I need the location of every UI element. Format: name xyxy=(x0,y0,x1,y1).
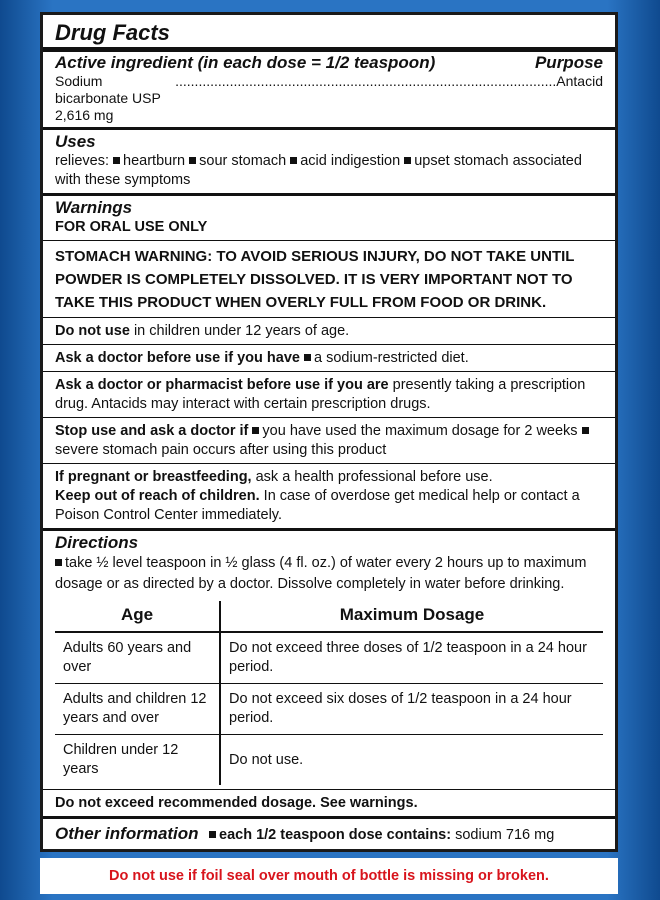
divider xyxy=(43,127,615,130)
use-item: acid indigestion xyxy=(300,153,401,169)
active-ingredient-heading: Active ingredient (in each dose = 1/2 teaspoon) xyxy=(55,53,436,72)
table-row xyxy=(55,735,603,786)
keep-out-label: Keep out of reach of children. xyxy=(55,488,260,504)
bullet-icon xyxy=(189,157,196,164)
use-item: sour stomach xyxy=(199,153,287,169)
ask-doctor-warning xyxy=(55,345,603,371)
table-row xyxy=(55,632,603,684)
bullet-icon xyxy=(209,831,216,838)
ask-doctor-label: Ask a doctor before use if you have xyxy=(55,350,300,366)
age-cell: Adults and children 12 years and over xyxy=(55,684,220,735)
drug-facts-panel xyxy=(40,12,618,852)
warnings-heading: Warnings xyxy=(55,198,133,217)
do-not-use-label: Do not use xyxy=(55,323,130,339)
stomach-warning: STOMACH WARNING: TO AVOID SERIOUS INJURY, DO NOT TAKE UNTIL POWDER IS COMPLETELY DISSOLVED. IT IS VERY IMPORTANT NOT TO TAKE THIS PRODUCT WHEN OVERLY FULL FROM FOOD OR DRINK. xyxy=(55,248,575,311)
active-ingredient-header xyxy=(55,52,603,73)
dosage-note: Do not exceed recommended dosage. See warnings. xyxy=(55,795,418,811)
other-info-label: each 1/2 teaspoon dose contains: xyxy=(219,827,452,843)
use-item: heartburn xyxy=(123,153,186,169)
pregnancy-label: If pregnant or breastfeeding, xyxy=(55,469,252,485)
stop-use-item: severe stomach pain occurs after using this product xyxy=(55,442,387,458)
table-header-row xyxy=(55,601,603,632)
other-info-heading: Other information xyxy=(55,824,199,843)
dosage-cell: Do not use. xyxy=(220,735,603,786)
dosage-cell: Do not exceed six doses of 1/2 teaspoon in a 24 hour period. xyxy=(220,684,603,735)
ingredient-purpose: Antacid xyxy=(556,73,603,89)
use-item: upset stomach xyxy=(414,153,509,169)
bullet-icon xyxy=(404,157,411,164)
dot-leader: .................................................................................................. xyxy=(175,73,557,89)
col-dosage-header: Maximum Dosage xyxy=(220,601,603,632)
pregnancy-text: ask a health professional before use. xyxy=(251,469,493,485)
bullet-icon xyxy=(304,354,311,361)
bullet-icon xyxy=(55,559,62,566)
age-cell: Adults 60 years and over xyxy=(55,632,220,684)
uses-text xyxy=(55,152,603,193)
bullet-icon xyxy=(252,427,259,434)
stop-use-label: Stop use and ask a doctor if xyxy=(55,423,249,439)
ask-pharmacist-label: Ask a doctor or pharmacist before use if you are xyxy=(55,377,389,393)
uses-lead: relieves: xyxy=(55,153,109,169)
drug-facts-title: Drug Facts xyxy=(55,20,170,45)
stop-use-warning xyxy=(55,418,603,463)
uses-heading: Uses xyxy=(55,132,96,151)
bullet-icon xyxy=(113,157,120,164)
keep-out-text: In case of overdose get medical help or contact a Poison Control Center immediately. xyxy=(55,488,580,523)
divider xyxy=(43,528,615,531)
pregnancy-warning xyxy=(55,464,603,528)
uses-tail: associated with these symptoms xyxy=(55,153,582,188)
ingredient-name: Sodium bicarbonate USP 2,616 mg xyxy=(55,73,161,123)
bullet-icon xyxy=(582,427,589,434)
table-row xyxy=(55,684,603,735)
dosage-table xyxy=(55,601,603,785)
age-cell: Children under 12 years xyxy=(55,735,220,786)
active-ingredient-row xyxy=(55,73,603,124)
dosage-cell: Do not exceed three doses of 1/2 teaspoon in a 24 hour period. xyxy=(220,632,603,684)
ask-doctor-text: a sodium-restricted diet. xyxy=(314,350,469,366)
directions-text xyxy=(55,553,603,595)
ask-pharmacist-warning xyxy=(55,372,603,417)
oral-use-warning: FOR ORAL USE ONLY xyxy=(55,219,208,235)
other-info-text: sodium 716 mg xyxy=(451,827,555,843)
other-information xyxy=(55,819,603,849)
bullet-icon xyxy=(290,157,297,164)
purpose-heading: Purpose xyxy=(534,53,603,72)
directions-body: take ½ level teaspoon in ½ glass (4 fl. oz.) of water every 2 hours up to maximum dosage or as directed by a doctor. Dissolve completely in water before drinking. xyxy=(55,555,587,592)
do-not-use-warning xyxy=(55,318,603,344)
do-not-use-text: in children under 12 years of age. xyxy=(129,323,350,339)
col-age-header: Age xyxy=(55,601,220,632)
directions-heading: Directions xyxy=(55,533,139,552)
ask-pharmacist-text: presently taking a prescription drug. Antacids may interact with certain prescription drugs. xyxy=(55,377,586,412)
divider xyxy=(43,193,615,196)
stop-use-item: you have used the maximum dosage for 2 weeks xyxy=(262,423,578,439)
foil-seal-warning: Do not use if foil seal over mouth of bottle is missing or broken. xyxy=(40,858,618,894)
